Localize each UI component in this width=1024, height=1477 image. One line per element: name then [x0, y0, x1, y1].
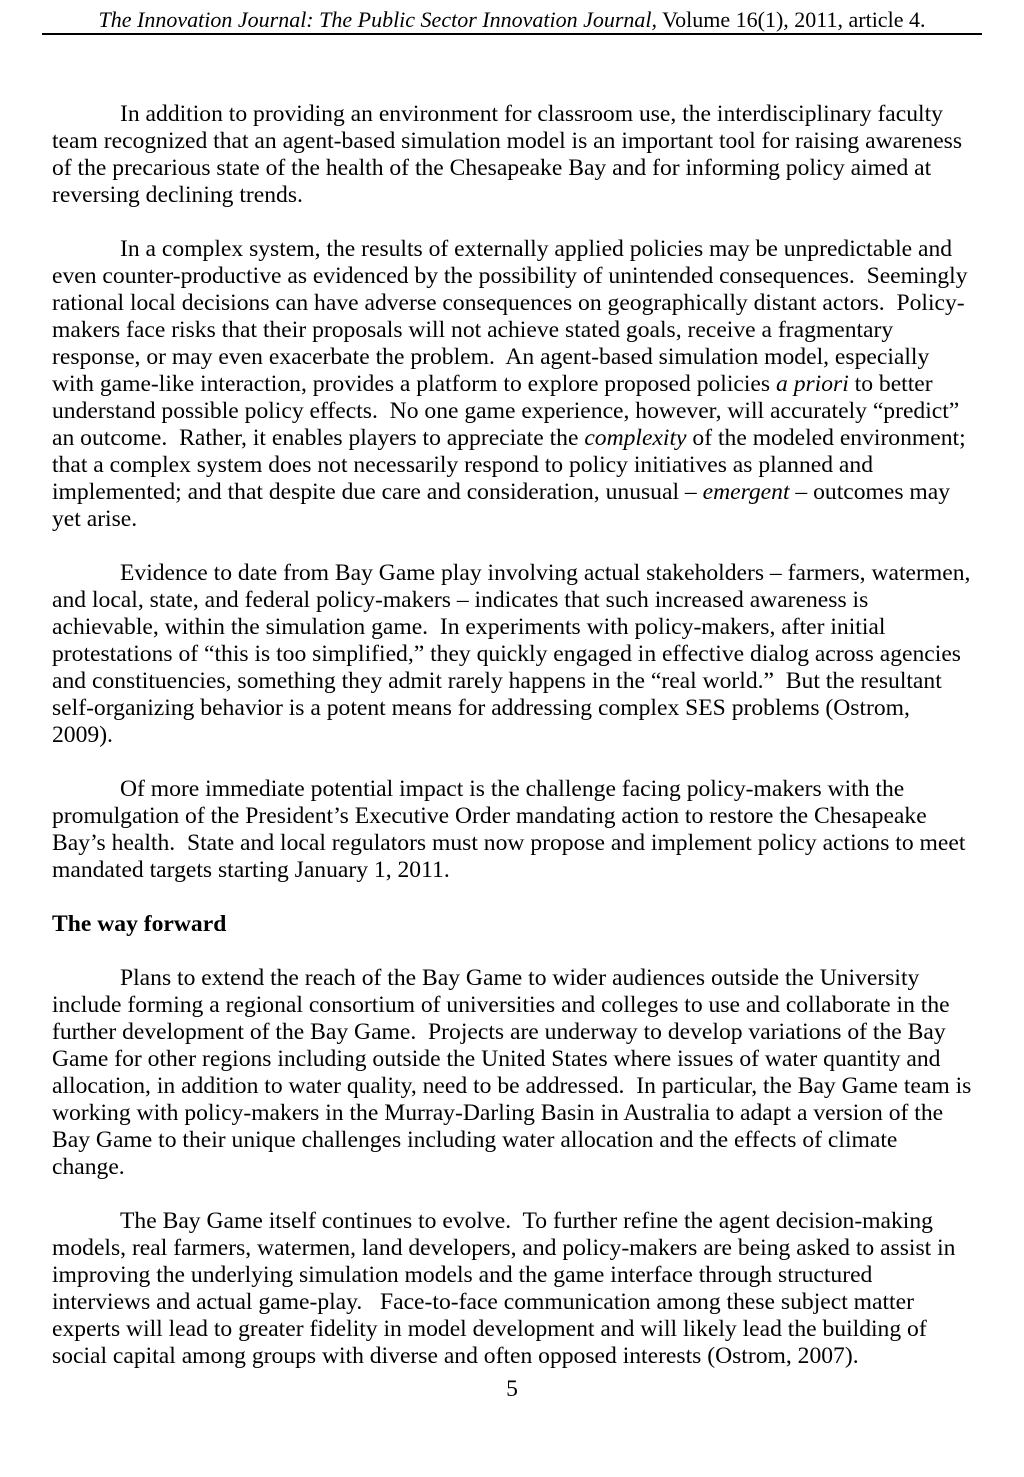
paragraph-complex-system: In a complex system, the results of externally applied policies may be unpredictable and even counter-productive as evidenced by the possibility of unintended consequences. Seemingly rational local decisions can have adverse consequences on geographically distant actors. Policy-makers face risks that their proposals will not achieve stated goals, receive a fragmentary response, or may even exacerbate the problem. An agent-based simulation model, especially with game-like interaction, provides a platform to explore proposed policies a priori to better understand possible policy effects. No one game experience, however, will accurately “predict” an outcome. Rather, it enables players to appreciate the complexity of the modeled environment; that a complex system does not necessarily respond to policy initiatives as planned and implemented; and that despite due care and consideration, unusual – emergent – outcomes may yet arise.	[52, 236, 974, 532]
paragraph-executive-order: Of more immediate potential impact is the challenge facing policy-makers with the promulgation of the President’s Executive Order mandating action to restore the Chesapeake Bay’s health. State and local regulators must now propose and implement policy actions to meet mandated targets starting January 1, 2011.	[52, 776, 972, 883]
page-number: 5	[506, 1376, 518, 1402]
section-heading-the-way-forward: The way forward	[52, 911, 227, 937]
paragraph-plans-to-extend: Plans to extend the reach of the Bay Game to wider audiences outside the University include forming a regional consortium of universities and colleges to use and collaborate in the further development of the Bay Game. Projects are underway to develop variations of the Bay Game for other regions including outside the United States where issues of water quantity and allocation, in addition to water quality, need to be addressed. In particular, the Bay Game team is working with policy-makers in the Murray-Darling Basin in Australia to adapt a version of the Bay Game to their unique challenges including water allocation and the effects of climate change.	[52, 965, 978, 1180]
paragraph-evidence-to-date: Evidence to date from Bay Game play involving actual stakeholders – farmers, watermen, and local, state, and federal policy-makers – indicates that such increased awareness is achievable, within the simulation game. In experiments with policy-makers, after initial protestations of “this is too simplified,” they quickly engaged in effective dialog across agencies and constituencies, something they admit rarely happens in the “real world.” But the resultant self-organizing behavior is a potent means for addressing complex SES problems (Ostrom, 2009).	[52, 560, 977, 748]
journal-header: The Innovation Journal: The Public Sector Innovation Journal, Volume 16(1), 2011, article 4.	[42, 0, 982, 35]
page-content	[52, 101, 978, 1403]
paragraph-classroom-use: In addition to providing an environment for classroom use, the interdisciplinary faculty team recognized that an agent-based simulation model is an important tool for raising awareness of the precarious state of the health of the Chesapeake Bay and for informing policy aimed at reversing declining trends.	[52, 101, 968, 208]
paragraph-bay-game-evolves: The Bay Game itself continues to evolve. To further refine the agent decision-making models, real farmers, watermen, land developers, and policy-makers are being asked to assist in improving the underlying simulation models and the game interface through structured interviews and actual game-play. Face-to-face communication among these subject matter experts will lead to greater fidelity in model development and will likely lead the building of social capital among groups with diverse and often opposed interests (Ostrom, 2007).	[52, 1208, 962, 1369]
